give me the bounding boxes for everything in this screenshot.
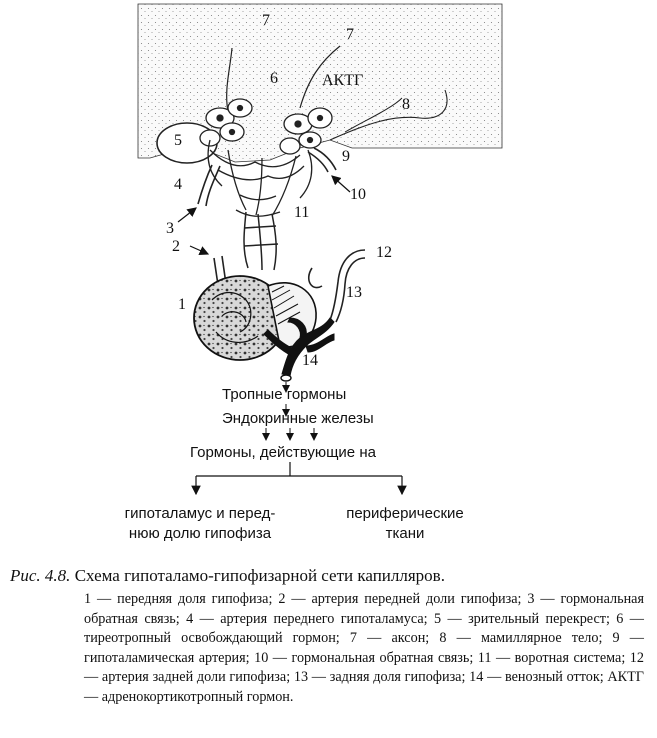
label-7b: 7 xyxy=(346,26,354,43)
flow-tropic-hormones: Тропные гормоны xyxy=(222,386,347,403)
branch-hypothalamus: гипоталамус и перед- нюю долю гипофиза xyxy=(124,505,276,542)
figure-title: Схема гипоталамо-гипофизарной сети капилляров. xyxy=(74,566,445,585)
branch-connector xyxy=(196,462,402,494)
label-3: 3 xyxy=(166,220,174,237)
feedback-arrow-3 xyxy=(178,208,196,222)
label-aktg: АКТГ xyxy=(322,72,364,89)
label-11: 11 xyxy=(294,204,310,221)
portal-system xyxy=(244,212,278,270)
label-4: 4 xyxy=(174,176,182,193)
venous-outlet xyxy=(281,375,291,381)
label-6: 6 xyxy=(270,70,278,87)
anterior-hypothalamic-artery xyxy=(198,165,220,206)
feedback-arrow-10 xyxy=(332,176,350,192)
flow-endocrine-glands: Эндокринные железы xyxy=(222,410,374,427)
label-1: 1 xyxy=(178,296,186,313)
label-5: 5 xyxy=(174,132,182,149)
arrow-2 xyxy=(190,246,208,254)
label-10: 10 xyxy=(350,186,366,203)
label-14: 14 xyxy=(302,352,318,369)
label-13: 13 xyxy=(346,284,362,301)
figure-caption xyxy=(10,566,445,586)
branch-peripheral: периферические ткани xyxy=(346,505,464,542)
figure-legend: 1 — передняя доля гипофиза; 2 — артерия передней доли гипофиза; 3 — гормональная обратная связь; 4 — артерия переднего гипоталамуса; 5 — зрительный перекрест; 6 — тиреотропный освобождающий гормон; 7 — аксон; 8 — мамиллярное тело; 9 — гипоталамическая артерия; 10 — гормональная обратная связь; 11 — воротная система; 12 — артерия задней доли гипофиза; 13 — задняя доля гипофиза; 14 — венозный отток; АКТГ — адренокортикотропный гормон. xyxy=(84,591,644,705)
label-12: 12 xyxy=(376,244,392,261)
label-9: 9 xyxy=(342,148,350,165)
label-7a: 7 xyxy=(262,12,270,29)
label-2: 2 xyxy=(172,238,180,255)
figure-number: Рис. 4.8. xyxy=(10,566,71,585)
flow-hormones-acting-on: Гормоны, действующие на xyxy=(190,444,376,461)
label-8: 8 xyxy=(402,96,410,113)
